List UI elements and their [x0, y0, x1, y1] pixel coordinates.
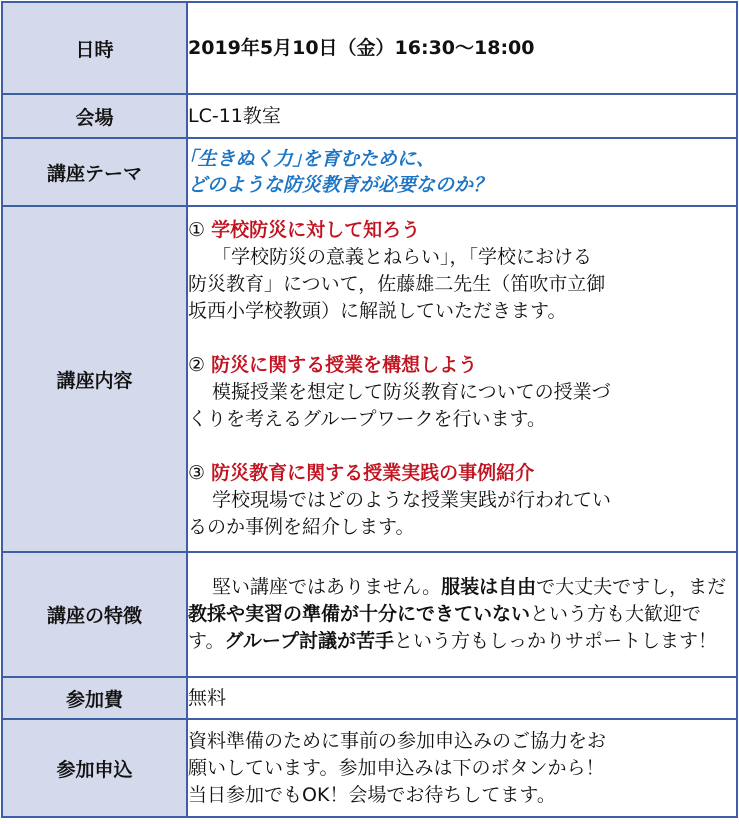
date-value: 2019年5月10日（金）16:30〜18:00	[187, 2, 737, 94]
row-venue	[2, 94, 737, 138]
content-item-1-title: 学校防災に対して知ろう	[211, 219, 421, 241]
features-text-3: という方も大歓迎です。	[188, 603, 702, 652]
label-features: 講座の特徴	[2, 552, 187, 677]
item-number-1: ①	[188, 219, 212, 241]
apply-line-2: 願いしています。参加申込みは下のボタンから！	[188, 756, 605, 779]
theme-line-1: ｢生きぬく力｣を育むために、	[188, 148, 436, 170]
content-value	[187, 206, 737, 552]
content-item-1-line-2: 防災教育」について，佐藤雄二先生（笛吹市立御	[188, 273, 606, 295]
apply-value	[187, 719, 737, 817]
label-venue: 会場	[2, 94, 187, 138]
row-apply	[2, 719, 737, 817]
label-theme: 講座テーマ	[2, 138, 187, 206]
content-item-2-title: 防災に関する授業を構想しよう	[211, 354, 478, 376]
item-number-3: ③	[188, 462, 212, 484]
apply-line-3: 当日参加でもOK！会場でお待ちしてます。	[188, 783, 556, 806]
content-item-3-line-2: るのか事例を紹介します。	[188, 516, 415, 538]
features-text-2: で大丈夫ですし，まだ	[536, 576, 727, 598]
content-item-2-line-1: 模擬授業を想定して防災教育についての授業づ	[212, 381, 611, 403]
label-apply: 参加申込	[2, 719, 187, 817]
row-date	[2, 2, 737, 94]
spacer	[188, 325, 736, 352]
row-fee	[2, 677, 737, 719]
row-content	[2, 206, 737, 552]
features-value	[187, 552, 737, 677]
label-fee: 参加費	[2, 677, 187, 719]
row-theme	[2, 138, 737, 206]
fee-value: 無料	[187, 677, 737, 719]
features-bold-3: グループ討議が苦手	[224, 630, 394, 652]
content-item-2-line-2: くりを考えるグループワークを行います。	[188, 408, 546, 430]
theme-value	[187, 138, 737, 206]
spacer	[188, 433, 736, 460]
content-item-3-heading	[188, 460, 736, 487]
content-item-3-line-1: 学校現場ではどのような授業実践が行われてい	[212, 489, 612, 511]
content-item-3-title: 防災教育に関する授業実践の事例紹介	[211, 462, 535, 484]
venue-value: LC-11教室	[187, 94, 737, 138]
row-features	[2, 552, 737, 677]
content-item-2-heading	[188, 352, 736, 379]
content-item-1-line-1: 「学校防災の意義とねらい」，「学校における	[212, 246, 593, 268]
features-bold-2: 教採や実習の準備が十分にできていない	[188, 603, 531, 625]
label-date: 日時	[2, 2, 187, 94]
content-item-1-line-3: 坂西小学校教頭）に解説していただきます。	[188, 300, 567, 322]
event-info-table	[1, 1, 738, 818]
features-bold-1: 服装は自由	[441, 576, 537, 598]
theme-line-2: どのような防災教育が必要なのか？	[188, 174, 493, 196]
apply-line-1: 資料準備のために事前の参加申込みのご協力をお	[188, 729, 607, 752]
label-content: 講座内容	[2, 206, 187, 552]
features-text-1: 堅い講座ではありません。	[212, 576, 442, 598]
content-item-1-heading	[188, 217, 736, 244]
item-number-2: ②	[188, 354, 212, 376]
features-text-4: という方もしっかりサポートします！	[393, 630, 717, 652]
